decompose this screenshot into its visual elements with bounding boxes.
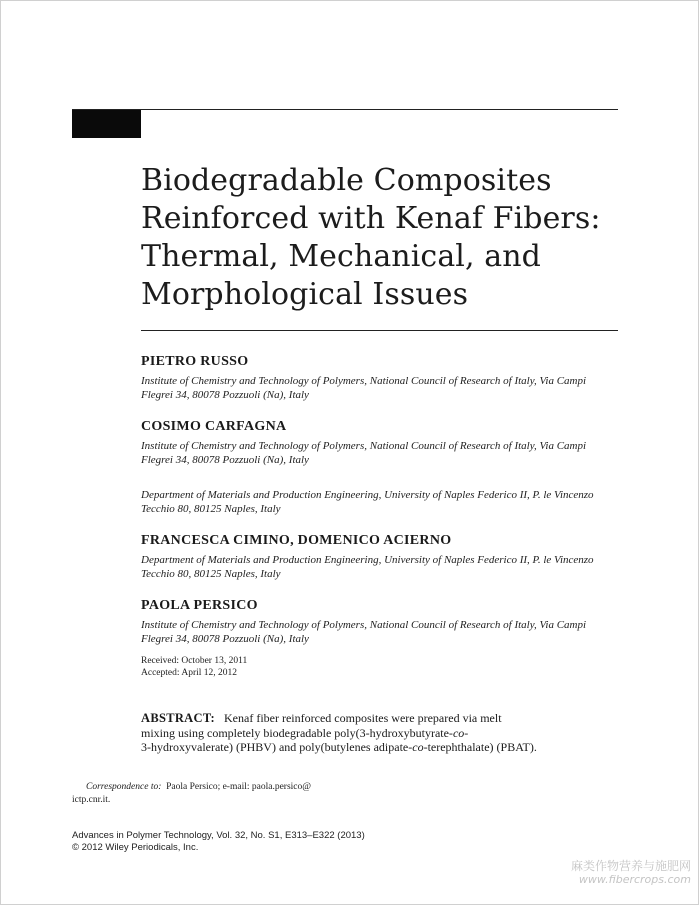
copyright-notice: © 2012 Wiley Periodicals, Inc. [72,842,199,853]
author-affiliation: Institute of Chemistry and Technology of Polymers, National Council of Research of Italy, Via Campi Flegrei 34, 80078 Pozzuoli (Na), Italy [141,619,587,645]
title-line: Morphological Issues [141,277,469,312]
author-name-cimino-acierno: FRANCESCA CIMINO, DOMENICO ACIERNO [141,533,452,548]
title-line: Reinforced with Kenaf Fibers: [141,201,601,236]
journal-footer [72,830,365,854]
correspondence-email-end: ictp.cnr.it. [72,795,111,805]
watermark-url: www.fibercrops.com [578,873,691,886]
abstract-label: ABSTRACT: [141,711,216,725]
watermark [571,859,691,887]
title-line: Thermal, Mechanical, and [141,239,541,274]
accepted-date: Accepted: April 12, 2012 [141,668,238,678]
author-affiliation: Department of Materials and Production Engineering, University of Naples Federico II, P. le Vincenzo Tecchio 80, 80125 Naples, Italy [141,554,594,580]
author-affiliation: Institute of Chemistry and Technology of Polymers, National Council of Research of Italy, Via Campi Flegrei 34, 80078 Pozzuoli (Na), Italy [141,375,587,401]
author-name-carfagna: COSIMO CARFAGNA [141,419,287,434]
section-tab-marker [72,110,141,138]
submission-dates [141,655,247,679]
author-name-russo: PIETRO RUSSO [141,354,249,369]
author-affiliation: Institute of Chemistry and Technology of Polymers, National Council of Research of Italy, Via Campi Flegrei 34, 80078 Pozzuoli (Na), Italy [141,440,587,466]
author-affiliation: Department of Materials and Production Engineering, University of Naples Federico II, P. le Vincenzo Tecchio 80, 80125 Naples, Italy [141,489,594,515]
abstract: ABSTRACT: Kenaf fiber reinforced composites were prepared via melt mixing using completely biodegradable poly(3-hydroxybutyrate-co- 3-hydroxyvalerate) (PHBV) and poly(butylenes adipate-co-terephthalate) (PBAT). [141,711,537,754]
top-rule [72,109,618,110]
author-name-persico: PAOLA PERSICO [141,598,258,613]
title-line: Biodegradable Composites [141,163,552,198]
correspondence-label: Correspondence to: [86,782,162,792]
journal-citation: Advances in Polymer Technology, Vol. 32, No. S1, E313–E322 (2013) [72,830,365,841]
paper-title [141,162,621,314]
abstract-text: Kenaf fiber reinforced composites were prepared via melt [224,711,502,725]
received-date: Received: October 13, 2011 [141,656,248,666]
correspondence-note [72,781,352,807]
watermark-site-name: 麻类作物营养与施肥网 [570,859,691,873]
title-rule [141,330,618,331]
correspondence-text: Paola Persico; e-mail: paola.persico@ [166,782,311,792]
